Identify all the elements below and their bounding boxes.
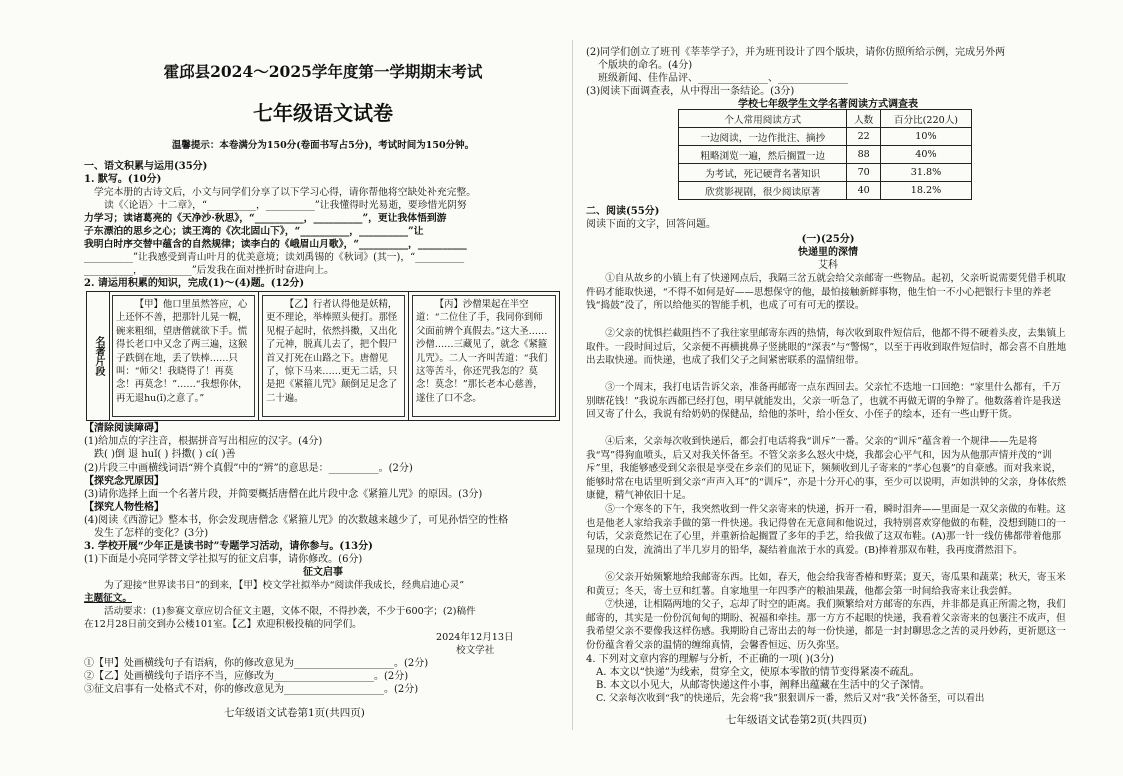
table-row [679,146,972,164]
table-cell: 为考试，死记硬背名著知识 [679,164,847,182]
question-4: 4. 下列对文章内容的理解与分析，不正确的一项( )(3分) [586,654,834,665]
left-column [84,0,562,776]
table-cell: 70 [847,164,880,182]
table-label: 名著片段 [87,292,110,420]
option-c: C. 父亲每次收到“我”的快递后，先会将“我”狠狠训斥一番，然后又对“我”关怀备至，可以看出 [596,693,985,704]
modify-3: ③征文启事有一处格式不对，你的修改意见为____________________。(2分) [84,684,419,695]
table-header-row [679,110,972,128]
subsection-heading: 【探究念咒原因】 [84,476,164,487]
table-cell: 22 [847,128,880,146]
table-cell: 88 [847,146,880,164]
page-footer: 七年级语文试卷第2页(共四页) [726,714,867,726]
excerpt-jia: 【甲】他口里虽然答应，心上还怀不善，把那针儿晃一幌，碗来粗细，望唐僧就欲下手。慌得长老口中又念了两三遍，这猴子跌倒在地，丢了铁棒……只叫：“师父！我晓得了！再莫念！再莫念！”……“我想你休，再无退hu(ǐ)之意了。” [109,292,259,420]
q1-line: __________，__________”后发我在面对挫折时奋进向上。 [84,265,334,276]
subsection-heading: 【探究人物性格】 [84,502,164,513]
question-1-heading: 1. 默写。(10分) [84,174,162,185]
notice-signature: 校文学社 [456,645,495,656]
notice-body: 在12月28日前交到办公楼101室。【乙】欢迎积极投稿的同学们。 [84,619,362,630]
option-b: B. 本文以小见大，从邮寄快递这件小事，阐释出蕴藏在生活中的父子深情。 [596,680,930,691]
q1-line: 学完本册的古诗文后，小文与同学们分享了以下学习心得，请你帮他将空缺处补充完整。 [94,187,477,198]
section-1-heading: 一、语文积累与运用(35分) [84,161,208,172]
essay-author: 艾科 [818,260,838,271]
table-row [679,182,972,200]
section-2-instruction: 阅读下面的文字，回答问题。 [586,219,716,230]
essay-title: 快递里的深情 [798,247,858,258]
q1-line: 力学习；读诸葛亮的《天净沙·秋思》，“__________，__________”，更让我体悟到游 [84,213,447,224]
sub-question-3: (3)请你选择上面一个名著片段，并简要概括唐僧在此片段中念《紧箍儿咒》的原因。(3分) [84,489,483,500]
notice-body: 主题征文。 [84,593,132,604]
notice-title: 征文启事 [303,567,343,578]
question-3-heading: 3. 学校开展“少年正是读书时”专题学习活动，请你参与。(13分) [84,541,373,552]
sub-question-2: (2)片段三中画横线词语“辨个真假”中的“辨”的意思是：__________。(2分) [84,463,413,474]
section-2-heading: 二、阅读(55分) [586,206,660,217]
essay-paragraph: ⑦快递，让相隔两地的父子，忘却了时空的距离。我们频繁给对方邮寄的东西，并非都是真正所需之物，我们邮寄的，其实是一份份沉甸甸的期盼、祝福和牵挂。那一方方不起眼的快递，我看着父亲寄来的包裹注不成声，但我希望父亲不要像我这样伤感。我期盼自己寄出去的每一份快递，都是一封封聊思念之苦的灵丹妙药，更祈愿这一份份蕴含着父亲的温情的缠绵真情，会馨香恒远、历久弥坚。 [586,599,1066,651]
option-a: A. 本文以“快递”为线索，贯穿全文，使原本零散的情节变得紧凑不疏乱。 [596,667,920,678]
notice-body: 活动要求：(1)参赛文章应切合征文主题，文体不限，不得抄袭，不少于600字；(2)稿件 [104,606,476,617]
essay-paragraph: ⑤一个寒冬的下午，我突然收到一件父亲寄来的快递，拆开一看，瞬时泪奔——里面是一双父亲做的布鞋。这也是他老人家给我亲手做的第一件快递。我记得曾在无意间和他说过，我特别喜欢穿他做的布鞋，没想到随口的一句话，父亲竟然记在了心里，并重新拾起搁置了多年的手艺，给我做了这双布鞋。(A)那一针一线仿佛都带着他那显现的白发，流淌出了半几岁月的铅华，凝结着血浓于水的真爱。(B)捧着那双布鞋，我再度潸然泪下。 [586,504,1066,556]
sub-question-4-cont: 发生了怎样的变化？(3分) [94,528,209,539]
q1-line: __________”让我感受到青山叶月的优美意境；读刘禹锡的《秋词》(其一)，“__________ [84,252,465,263]
excerpt-yi: 【乙】行者认得他是妖精，更不理论，举棒照头便打。那怪见棍子起时，依然抖擞，又出化了元神，脱真儿去了，把个假尸首又打死在山路之下。唐僧见了，惊下马来……更无二话，只是把《紧箍儿咒》颠倒足足念了二十遍。 [259,292,409,420]
table-cell: 10% [880,128,971,146]
q3-part-2-cont: 个版块的命名。(4分) [598,60,693,71]
table-cell: 40% [880,146,971,164]
essay-paragraph: ③一个周末，我打电话告诉父亲，准备再邮寄一点东西回去。父亲忙不迭地一口回绝：“家里什么都有，千万别瞎花钱！”我说东西都已经打包，明早就能发出，父亲一听急了，也就不再做无谓的争辩了。他数落着许是我送回又寄了什么，我说有给奶奶的保健品，给他的茶叶，给小侄女、小侄子的绘本，还有一些山野干货。 [586,382,1061,420]
exam-subtitle: 七年级语文试卷 [253,101,393,125]
q3-part-3: (3)阅读下面调查表，从中得出一条结论。(3分) [586,86,795,97]
column-names: 班级新闻、佳作品评、______________、______________ [598,73,848,84]
table-cell: 欣赏影视剧，很少阅读原著 [679,182,847,200]
novel-excerpt-table [86,291,560,421]
table-cell: 一边阅读，一边作批注、摘抄 [679,128,847,146]
column-divider [572,40,573,730]
survey-title: 学校七年级学生文学名著阅读方式调查表 [738,99,918,110]
exam-tip: 温馨提示：本卷满分为150分(卷面书写占5分)，考试时间为150分钟。 [171,140,475,151]
part-heading: (一)(25分) [801,234,855,245]
essay-paragraph: ②父亲的忧惧拦截阻挡不了我往家里邮寄东西的热情，每次收到取件短信后，他都不得不硬着头皮，去集镇上取件。一段时间过后，父亲便不再横挑鼻子竖挑眼的“深表”与“警惕”，以至于再收到取件短信时，都会喜不自胜地出去取快递。而快递，也成了我们父子之间紧密联系的温情纽带。 [586,328,1067,366]
table-cell: 18.2% [880,182,971,200]
table-header: 百分比(220人) [880,110,971,128]
q1-line: 读《〈论语〉十二章》，“__________，__________”让我懂得时光易逝，要珍惜光阴努 [104,200,467,211]
notice-date: 2024年12月13日 [436,632,514,643]
essay-paragraph: ⑥父亲开始频繁地给我邮寄东西。比如，春天，他会给我寄香椿和野菜；夏天，寄瓜果和蔬菜；秋天，寄玉米和黄豆；冬天，寄土豆和红薯。自家地里一年四季产的粮油果蔬，他都会第一时间给我寄来让我尝鲜。 [586,572,1066,597]
table-row [679,128,972,146]
q3-part-2: (2)同学们创立了班刊《莘莘学子》，并为班刊设计了四个版块，请你仿照所给示例，完成另外两 [586,47,1006,58]
modify-1: ①【甲】处画横线句子有语病，你的修改意见为____________________。(2分) [84,658,429,669]
sub-question-1: (1)给加点的字注音，根据拼音写出相应的汉字。(4分) [84,436,323,447]
modify-2: ②【乙】处画横线句子语序不当，应修改为____________________。(2分) [84,671,409,682]
excerpt-bing: 【丙】沙僧果起在半空道：“二位住了手，我同你到师父面前辨个真假去。”这大圣……沙僧……三藏见了，就念《紧箍儿咒》。二人一齐叫苦道：“我们这等苦斗，你还咒我怎的？莫念！莫念！”那长老本心慈善，遂住了口不念。 [409,292,559,420]
q3-part-1: (1)下面是小亮同学替文学社拟写的征文启事，请你修改。(6分) [84,554,363,565]
table-row [679,164,972,182]
question-2-heading: 2. 请运用积累的知识，完成(1)～(4)题。(12分) [84,278,305,289]
survey-table [678,109,972,200]
table-cell: 40 [847,182,880,200]
sub-question-4: (4)阅读《西游记》整本书，你会发现唐僧念《紧箍儿咒》的次数越来越少了，可见孙悟空的性格 [84,515,509,526]
page-footer: 七年级语文试卷第1页(共四页) [224,707,365,719]
pinyin-blanks: 跌( )倒 退 huǐ( ) 抖擞( ) cí( )善 [94,449,236,460]
table-header: 人数 [847,110,880,128]
subsection-heading: 【清除阅读障碍】 [84,423,164,434]
q1-line: 我明白时序交替中蕴含的自然规律；读李白的《峨眉山月歌》，“__________，__________ [84,239,467,250]
essay-paragraph: ①自从故乡的小镇上有了快递网点后，我隔三岔五就会给父亲邮寄一些物品。起初，父亲听说需要凭借手机取件码才能取快递，“不得不如何是好——思想保守的他，最怕接触新鲜事物，他生怕一不小心把银行卡里的养老钱“捣鼓”没了，所以给他买的智能手机，也成了可有可无的摆设。 [586,273,1066,311]
table-cell: 31.8% [880,164,971,182]
exam-title: 霍邱县2024～2025学年度第一学期期末考试 [163,62,483,81]
right-column [586,0,1070,776]
q1-line: 子东漂泊的思乡之心；读王湾的《次北固山下》，“__________，__________”让 [84,226,424,237]
essay-paragraph: ④后来，父亲每次收到快递后，都会打电话将我“训斥”一番。父亲的“训斥”蕴含着一个规律——先是将我“骂”得狗血喷头，后又对我关怀备至。不管父亲多么怒火中烧，我都会心平气和，因为从他那声情并茂的“训斥”里，我能够感受到父亲很是享受在乡亲们的见证下，频频收到儿子寄来的“孝心包裹”的自豪感。而对我来说，能够时常在电话里听到父亲“声声入耳”的“训斥”，亦是十分开心的事，至少可以说明，声如洪钟的父亲，身体依然康健，精气神依旧十足。 [586,436,1067,501]
table-header: 个人常用阅读方式 [679,110,847,128]
table-cell: 粗略浏览一遍，然后搁置一边 [679,146,847,164]
notice-body: 为了迎接“世界读书日”的到来，【甲】校文学社拟举办“阅读伴我成长，经典启迪心灵” [104,580,465,591]
